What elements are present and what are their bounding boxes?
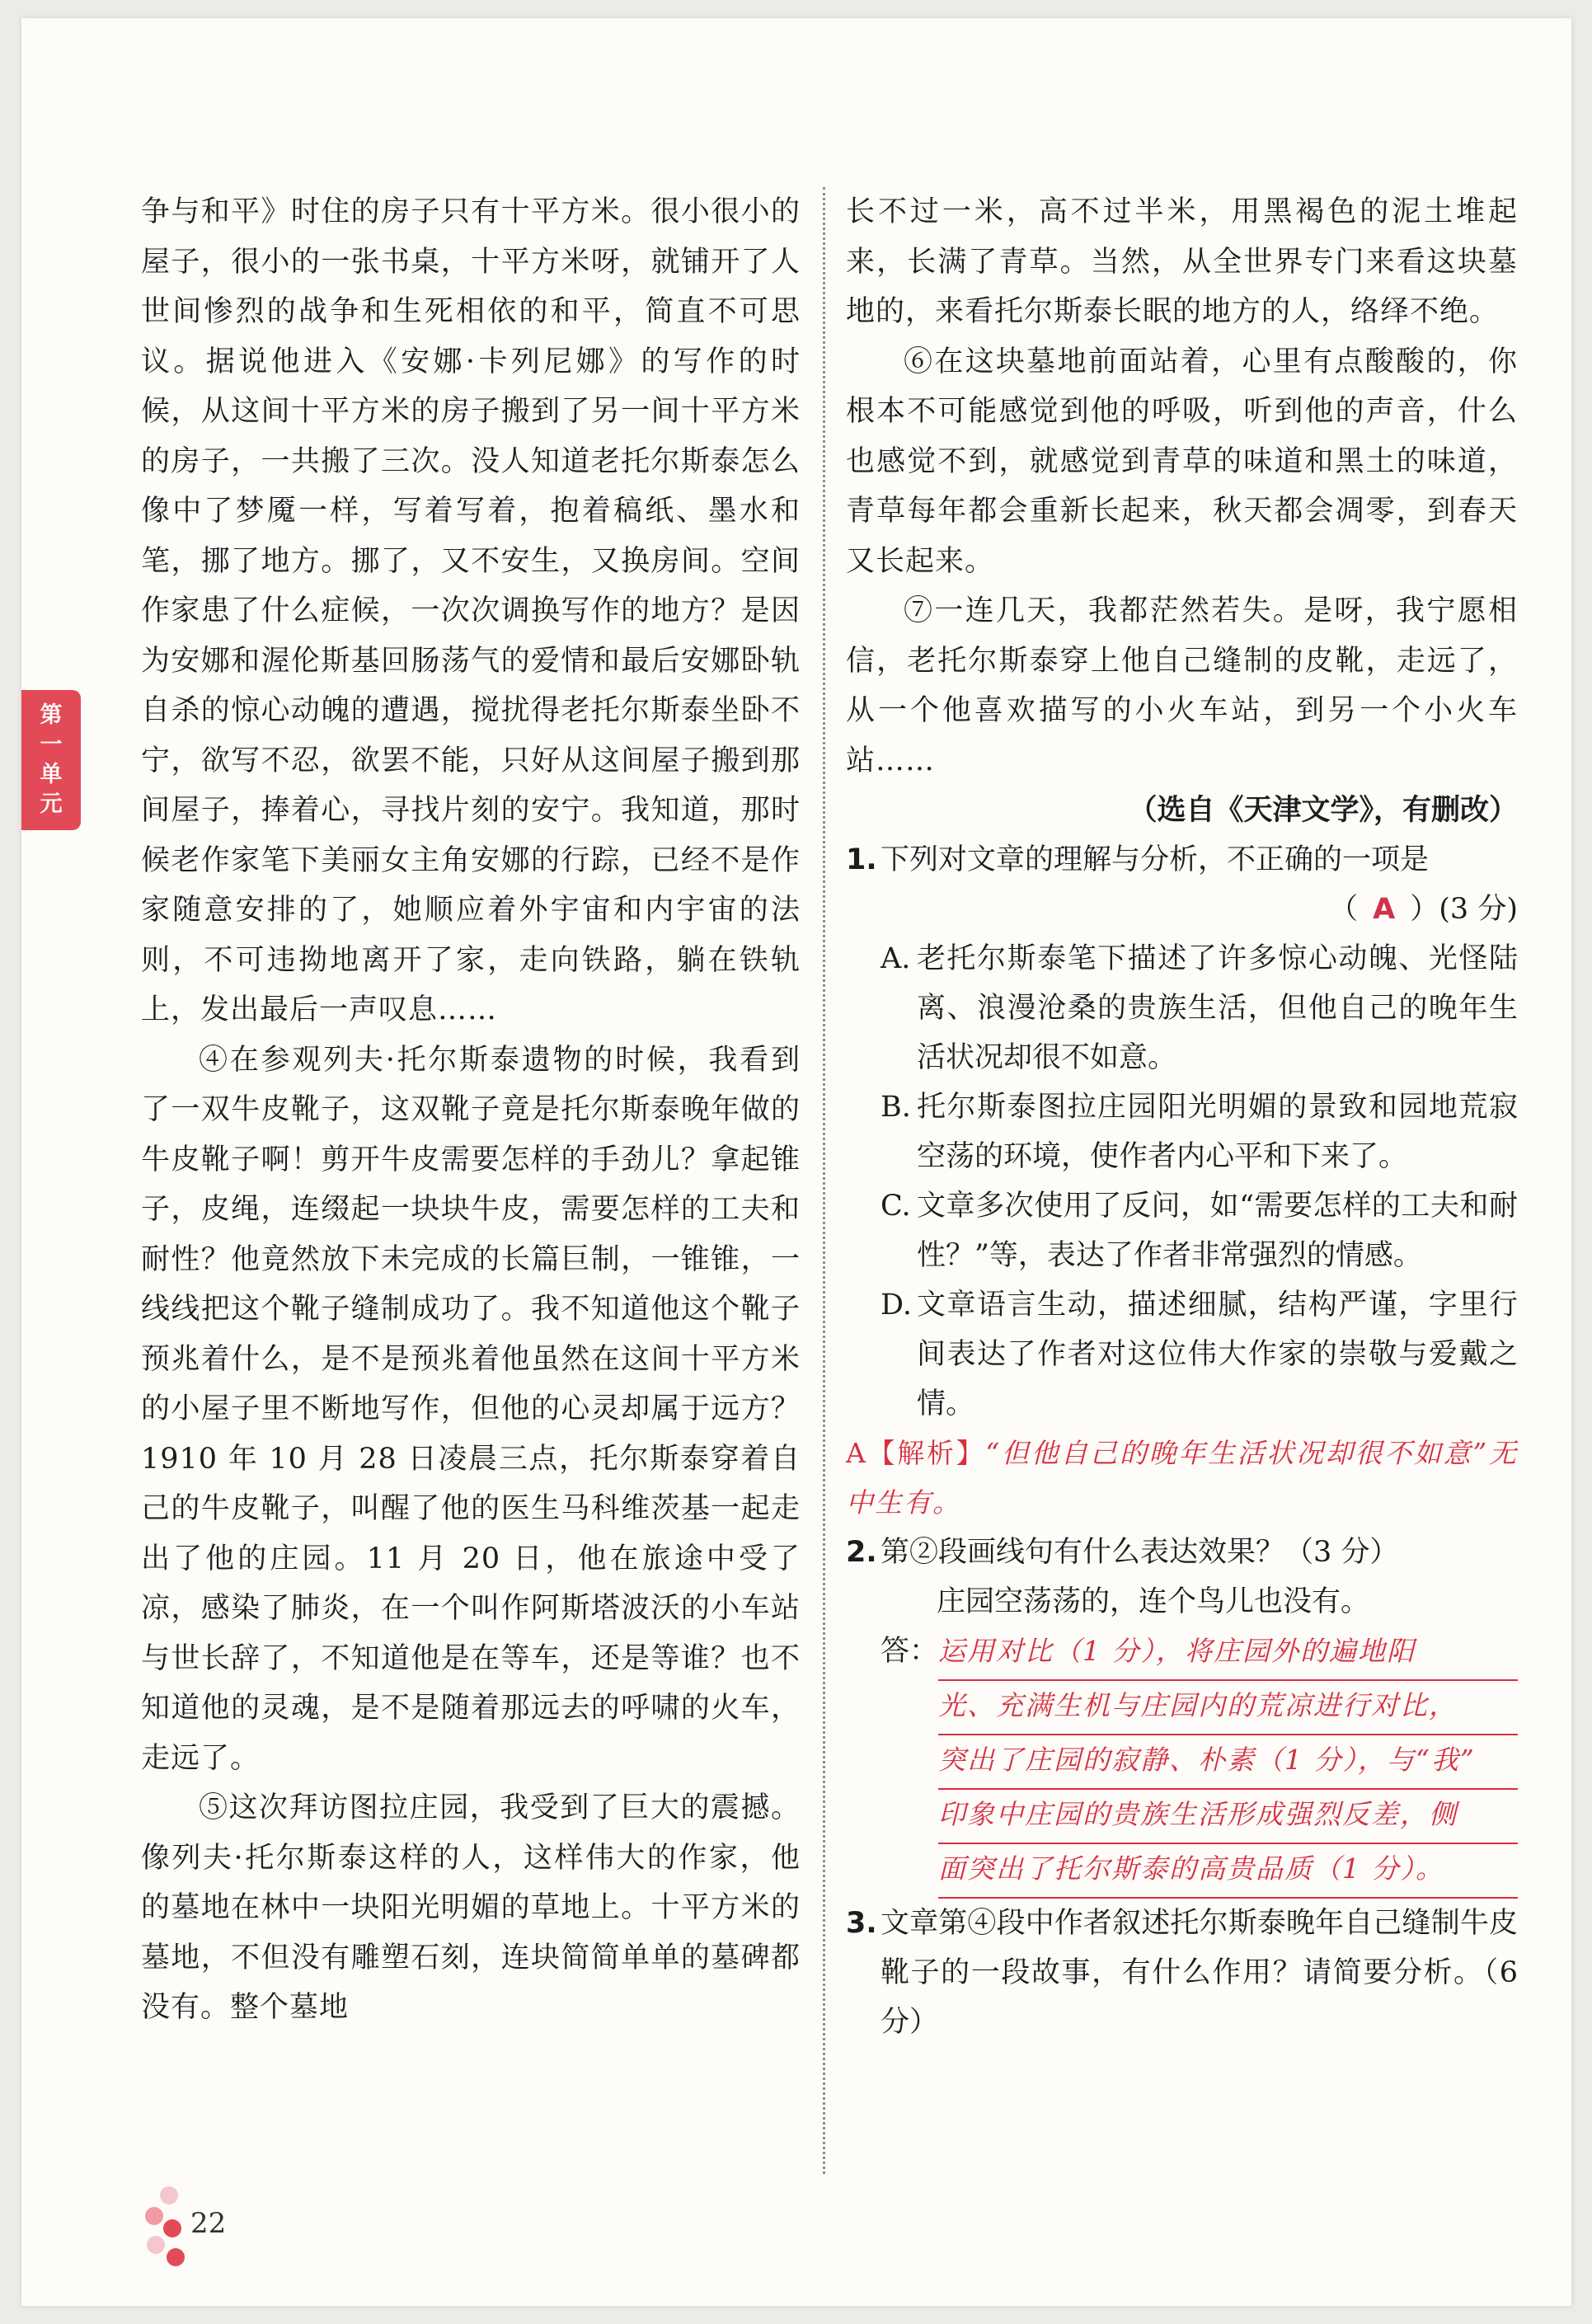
option-b bbox=[846, 1082, 1518, 1181]
answer-line: 印象中庄园的贵族生活形成强烈反差，侧 bbox=[938, 1790, 1518, 1844]
question-2 bbox=[846, 1528, 1518, 1899]
question-text: 第②段画线句有什么表达效果？（3 分） bbox=[881, 1536, 1399, 1569]
analysis-note bbox=[846, 1429, 1518, 1528]
answer-bracket bbox=[846, 885, 1518, 934]
answer-line: 光、充满生机与庄园内的荒凉进行对比， bbox=[938, 1681, 1518, 1735]
option-letter: D. bbox=[881, 1289, 912, 1322]
dot-decoration bbox=[160, 2186, 178, 2204]
page bbox=[21, 18, 1571, 2306]
answer-line: 面突出了托尔斯泰的高贵品质（1 分）。 bbox=[938, 1844, 1518, 1899]
underlined-sentence: 庄园空荡荡的，连个鸟儿也没有。 bbox=[937, 1585, 1370, 1618]
column-divider bbox=[823, 187, 825, 2174]
answer-label: 答： bbox=[881, 1635, 939, 1668]
option-letter: B. bbox=[881, 1091, 911, 1124]
dot-decoration bbox=[163, 2219, 181, 2237]
page-number: 22 bbox=[190, 2207, 227, 2240]
option-a bbox=[846, 934, 1518, 1082]
unit-tab bbox=[21, 690, 81, 830]
left-column bbox=[141, 187, 801, 2033]
question-number: 2. bbox=[846, 1536, 877, 1569]
option-letter: A. bbox=[881, 942, 911, 975]
dot-decoration bbox=[147, 2236, 165, 2254]
question-text: 下列对文章的理解与分析，不正确的一项是 bbox=[881, 843, 1430, 876]
option-text: 托尔斯泰图拉庄园阳光明媚的景致和园地荒寂空荡的环境，使作者内心平和下来了。 bbox=[917, 1091, 1518, 1173]
question-3 bbox=[846, 1899, 1518, 2047]
answer-line: 运用对比（1 分），将庄园外的遍地阳 bbox=[938, 1627, 1518, 1681]
text-paragraph: ⑥在这块墓地前面站着，心里有点酸酸的，你根本不可能感觉到他的呼吸，听到他的声音，什么也感觉不到，就感觉到青草的味道和黑土的味道，青草每年都会重新长起来，秋天都会凋零，到春天又长起来。 bbox=[846, 345, 1518, 578]
text-paragraph: ⑦一连几天，我都茫然若失。是呀，我宁愿相信，老托尔斯泰穿上他自己缝制的皮靴，走远了，从一个他喜欢描写的小火车站，到另一个小火车站…… bbox=[846, 594, 1518, 777]
paren-open: （ bbox=[1329, 893, 1359, 926]
text-paragraph: ⑤这次拜访图拉庄园，我受到了巨大的震撼。像列夫·托尔斯泰这样的人，这样伟大的作家，他的墓地在林中一块阳光明媚的草地上。十平方米的墓地，不但没有雕塑石刻，连块简简单单的墓碑都没有。整个墓地 bbox=[141, 1791, 801, 2024]
text-paragraph: 争与和平》时住的房子只有十平方米。很小很小的屋子，很小的一张书桌，十平方米呀，就铺开了人世间惨烈的战争和生死相依的和平，简直不可思议。据说他进入《安娜·卡列尼娜》的写作的时候，从这间十平方米的房子搬到了另一间十平方米的房子，一共搬了三次。没人知道老托尔斯泰怎么像中了梦魇一样，写着写着，抱着稿纸、墨水和笔，挪了地方。挪了，又不安生，又换房间。空间作家患了什么症候，一次次调换写作的地方？是因为安娜和渥伦斯基回肠荡气的爱情和最后安娜卧轨自杀的惊心动魄的遭遇，搅扰得老托尔斯泰坐卧不宁，欲写不忍，欲罢不能，只好从这间屋子搬到那间屋子，捧着心，寻找片刻的安宁。我知道，那时候老作家笔下美丽女主角安娜的行踪，已经不是作家随意安排的了，她顺应着外宇宙和内宇宙的法则，不可违拗地离开了家，走向铁路，躺在铁轨上，发出最后一声叹息…… bbox=[141, 195, 801, 1026]
paren-close: ） bbox=[1410, 893, 1439, 926]
unit-tab-char: 元 bbox=[40, 791, 63, 817]
question-number: 1. bbox=[846, 843, 877, 876]
question-number: 3. bbox=[846, 1907, 877, 1940]
option-letter: C. bbox=[881, 1190, 911, 1223]
dot-decoration bbox=[167, 2248, 185, 2266]
text-paragraph: 长不过一米，高不过半米，用黑褐色的泥土堆起来，长满了青草。当然，从全世界专门来看这块墓地的，来看托尔斯泰长眠的地方的人，络绎不绝。 bbox=[846, 195, 1518, 328]
unit-tab-char: 一 bbox=[40, 732, 63, 758]
option-c bbox=[846, 1181, 1518, 1280]
question-text: 文章第④段中作者叙述托尔斯泰晚年自己缝制牛皮靴子的一段故事，有什么作用？请简要分析。（6 分） bbox=[881, 1907, 1518, 2039]
unit-tab-char: 第 bbox=[40, 702, 63, 728]
option-text: 文章多次使用了反问，如“需要怎样的工夫和耐性？”等，表达了作者非常强烈的情感。 bbox=[917, 1190, 1518, 1272]
answer-letter: A bbox=[1373, 893, 1396, 926]
question-score: (3 分) bbox=[1439, 893, 1518, 926]
dot-decoration bbox=[145, 2207, 163, 2225]
answer-line: 突出了庄园的寂静、朴素（1 分），与“我” bbox=[938, 1735, 1518, 1790]
source-citation: （选自《天津文学》，有删改） bbox=[1128, 794, 1518, 827]
option-text: 文章语言生动，描述细腻，结构严谨，字里行间表达了作者对这位伟大作家的崇敬与爱戴之情。 bbox=[917, 1289, 1518, 1420]
question-1 bbox=[846, 835, 1518, 1528]
text-paragraph: ④在参观列夫·托尔斯泰遗物的时候，我看到了一双牛皮靴子，这双靴子竟是托尔斯泰晚年做的牛皮靴子啊！剪开牛皮需要怎样的手劲儿？拿起锥子，皮绳，连缀起一块块牛皮，需要怎样的工夫和耐性？他竟然放下未完成的长篇巨制，一锥锥，一线线把这个靴子缝制成功了。我不知道他这个靴子预兆着什么，是不是预兆着他虽然在这间十平方米的小屋子里不断地写作，但他的心灵却属于远方？1910 年 10 月 28 日凌晨三点，托尔斯泰穿着自己的牛皮靴子，叫醒了他的医生马科维茨基一起走出了他的庄园。11 月 20 日，他在旅途中受了凉，感染了肺炎，在一个叫作阿斯塔波沃的小车站与世长辞了，不知道他是在等车，还是等谁？也不知道他的灵魂，是不是随着那远去的呼啸的火车，走远了。 bbox=[141, 1043, 801, 1775]
right-column bbox=[846, 187, 1518, 2047]
unit-tab-char: 单 bbox=[40, 762, 63, 787]
analysis-tag: A【解析】 bbox=[846, 1437, 986, 1469]
option-d bbox=[846, 1280, 1518, 1429]
analysis-text: “但他自己的晚年生活状况却很不如意”无中生有。 bbox=[846, 1437, 1518, 1519]
answer-area bbox=[846, 1627, 1518, 1899]
option-text: 老托尔斯泰笔下描述了许多惊心动魄、光怪陆离、浪漫沧桑的贵族生活，但他自己的晚年生活状况却很不如意。 bbox=[917, 942, 1518, 1074]
